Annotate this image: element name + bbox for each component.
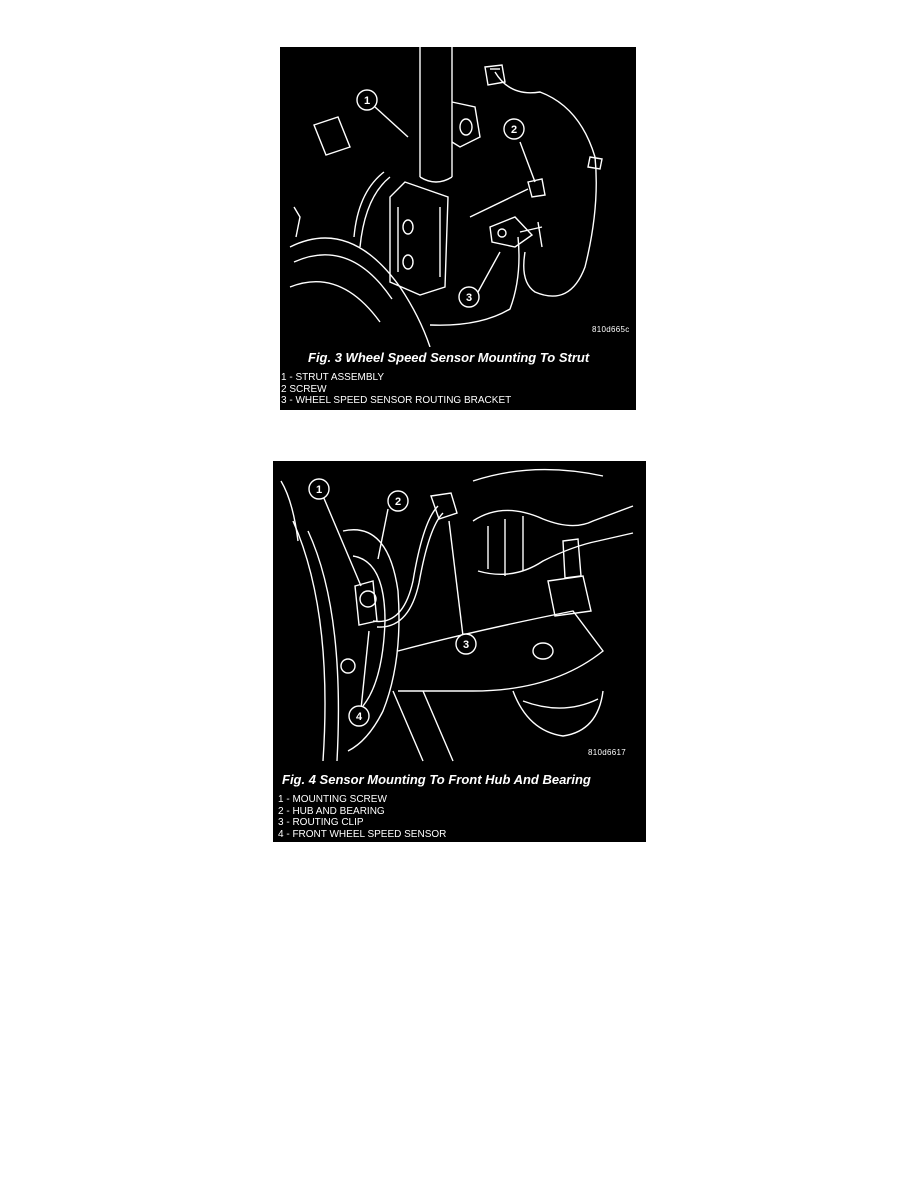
strut-illustration (280, 47, 636, 347)
hub-illustration (273, 461, 646, 766)
figure-legend (278, 794, 446, 840)
legend-item: 1 - MOUNTING SCREW (278, 794, 387, 805)
legend-item: 4 - FRONT WHEEL SPEED SENSOR (278, 828, 447, 840)
legend-item: 2 SCREW (281, 383, 327, 395)
legend-item: 1 - STRUT ASSEMBLY (281, 372, 384, 383)
callout-3: 3 (462, 639, 470, 651)
callout-4: 4 (355, 711, 363, 723)
legend-item: 3 - WHEEL SPEED SENSOR ROUTING BRACKET (281, 395, 512, 406)
figure-code: 810d6617 (588, 748, 626, 757)
callout-1: 1 (315, 484, 323, 496)
figure-caption: Fig. 4 Sensor Mounting To Front Hub And Bearing (282, 772, 591, 787)
figure-legend (281, 372, 511, 407)
figure-3 (280, 47, 636, 410)
callout-2: 2 (394, 496, 402, 508)
figure-code: 810d665c (592, 325, 630, 334)
callout-3: 3 (465, 292, 473, 304)
legend-item: 2 - HUB AND BEARING (278, 805, 385, 817)
callout-1: 1 (363, 95, 371, 107)
callout-2: 2 (510, 124, 518, 136)
figure-4 (273, 461, 646, 842)
figure-caption: Fig. 3 Wheel Speed Sensor Mounting To Strut (308, 350, 590, 365)
legend-item: 3 - ROUTING CLIP (278, 817, 364, 828)
